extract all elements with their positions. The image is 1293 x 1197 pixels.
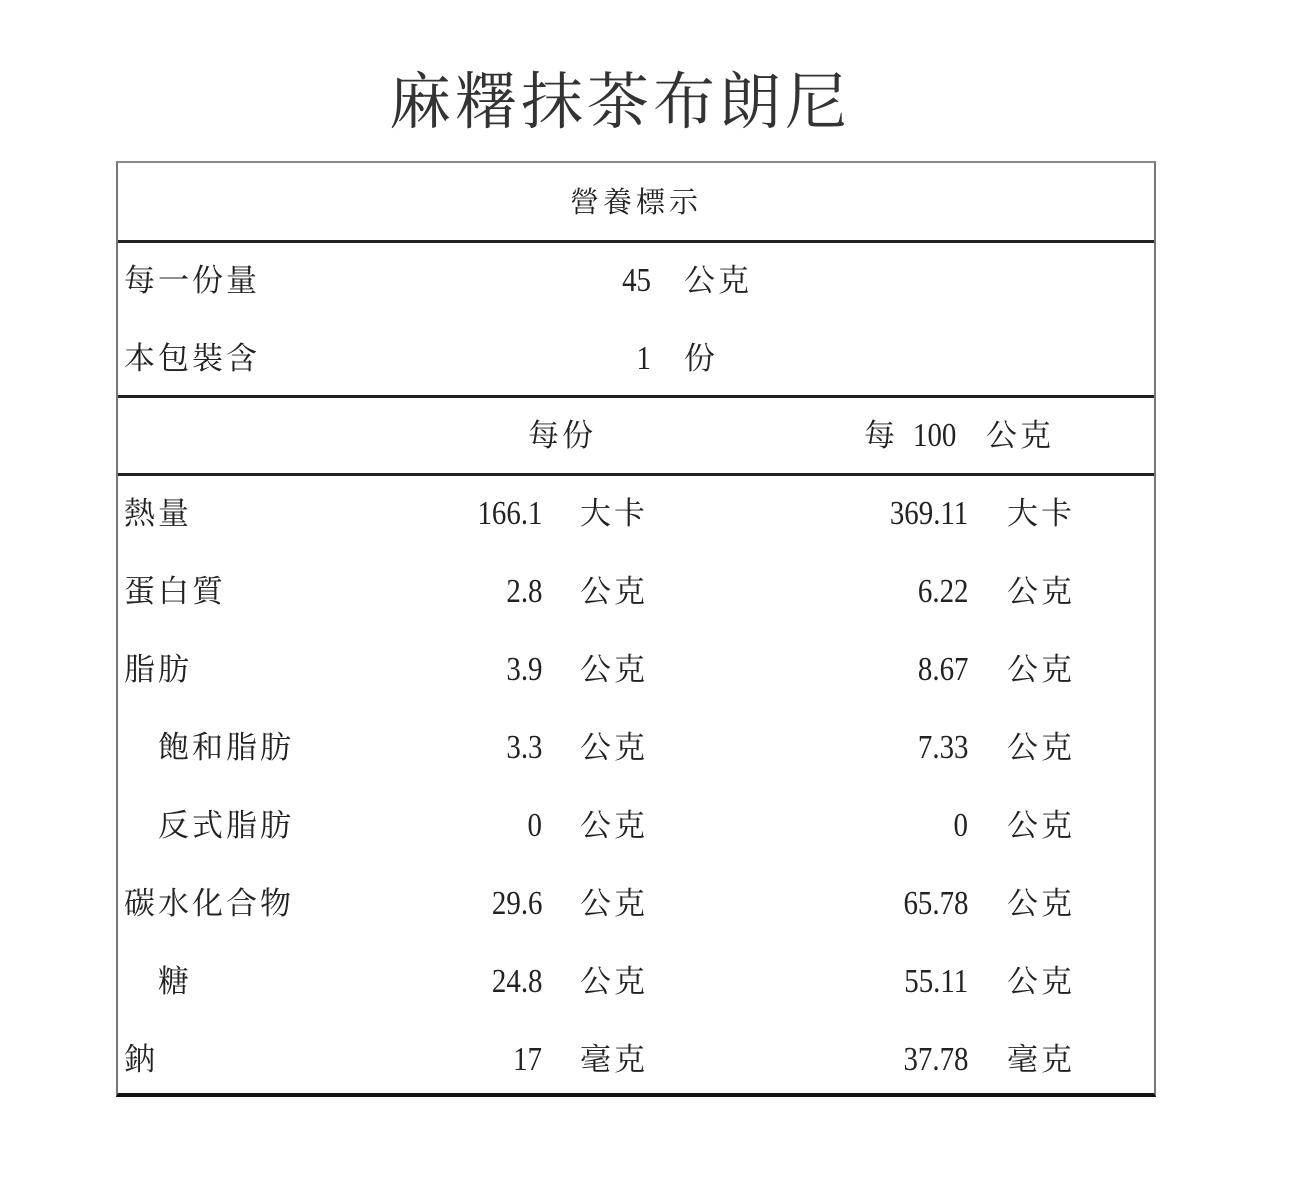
- per-serving-value: 2.8: [505, 573, 542, 610]
- nutrient-name: 反式脂肪: [158, 808, 294, 844]
- servings-per-package-unit: 份: [684, 341, 718, 377]
- nutrient-name: 熱量: [124, 496, 192, 532]
- column-per-100g-value: 100: [913, 417, 957, 454]
- per-serving-unit: 公克: [580, 886, 648, 922]
- nutrient-name: 碳水化合物: [124, 886, 294, 922]
- per-100g-value: 0: [953, 807, 968, 844]
- per-serving-unit: 公克: [580, 730, 648, 766]
- nutrition-label-header: 營養標示: [569, 185, 702, 219]
- nutrient-name: 鈉: [124, 1042, 158, 1078]
- per-100g-value: 55.11: [904, 963, 968, 1000]
- servings-per-package-value: 1: [636, 340, 651, 377]
- per-serving-unit: 公克: [580, 574, 648, 610]
- per-serving-unit: 公克: [580, 964, 648, 1000]
- per-serving-value: 166.1: [476, 495, 542, 532]
- servings-per-package-label: 本包裝含: [124, 341, 260, 377]
- column-per-100g-unit: 公克: [986, 418, 1054, 454]
- column-per-100g-prefix: 每: [864, 418, 898, 454]
- per-100g-unit: 公克: [1007, 574, 1075, 610]
- nutrition-label: [116, 161, 1156, 1097]
- per-100g-value: 8.67: [917, 651, 968, 688]
- nutrient-name: 糖: [158, 964, 192, 1000]
- per-100g-unit: 公克: [1007, 808, 1075, 844]
- per-serving-unit: 公克: [580, 808, 648, 844]
- per-100g-unit: 毫克: [1007, 1042, 1075, 1078]
- per-serving-value: 29.6: [491, 885, 542, 922]
- nutrient-name: 脂肪: [124, 652, 192, 688]
- divider: [118, 240, 1154, 243]
- product-title: 麻糬抹茶布朗尼: [388, 65, 851, 138]
- per-100g-unit: 公克: [1007, 964, 1075, 1000]
- serving-size-value: 45: [622, 262, 651, 299]
- per-100g-value: 369.11: [889, 495, 968, 532]
- per-100g-value: 6.22: [917, 573, 968, 610]
- serving-size-unit: 公克: [684, 263, 752, 299]
- per-serving-value: 24.8: [491, 963, 542, 1000]
- per-100g-unit: 公克: [1007, 730, 1075, 766]
- per-serving-unit: 毫克: [580, 1042, 648, 1078]
- per-100g-unit: 大卡: [1007, 496, 1075, 532]
- per-serving-unit: 大卡: [580, 496, 648, 532]
- per-serving-value: 3.3: [505, 729, 542, 766]
- divider: [118, 395, 1154, 398]
- per-serving-unit: 公克: [580, 652, 648, 688]
- serving-size-label: 每一份量: [124, 263, 260, 299]
- per-serving-value: 17: [513, 1041, 542, 1078]
- column-per-serving: 每份: [528, 418, 596, 454]
- per-100g-value: 65.78: [902, 885, 968, 922]
- nutrient-name: 飽和脂肪: [158, 730, 294, 766]
- per-100g-unit: 公克: [1007, 886, 1075, 922]
- nutrient-name: 蛋白質: [124, 574, 226, 610]
- per-100g-unit: 公克: [1007, 652, 1075, 688]
- per-serving-value: 0: [527, 807, 542, 844]
- per-serving-value: 3.9: [505, 651, 542, 688]
- per-100g-value: 7.33: [917, 729, 968, 766]
- per-100g-value: 37.78: [902, 1041, 968, 1078]
- divider: [118, 473, 1154, 476]
